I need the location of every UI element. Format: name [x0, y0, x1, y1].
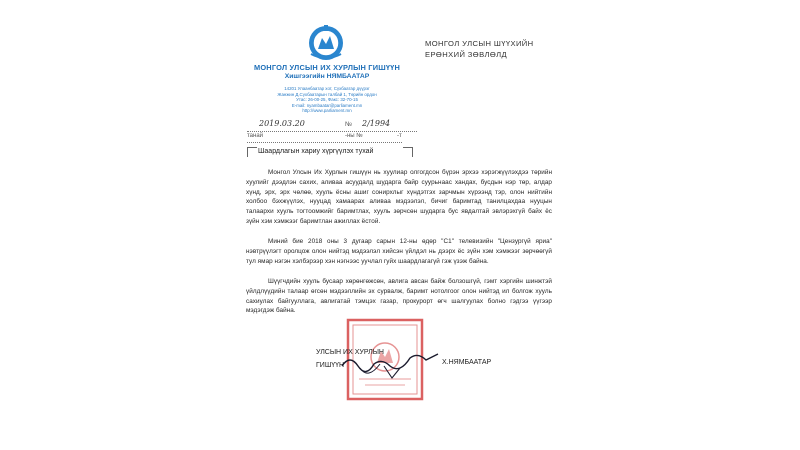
dotted-rule — [247, 131, 417, 132]
recipient-line: ЕРӨНХИЙ ЗӨВЛӨЛД — [425, 50, 508, 59]
letterhead — [238, 63, 416, 114]
paragraph-text: Миний бие 2018 оны 3 дугаар сарын 12-ны өдөр "С1" телевизийн "Цензургүй яриа" нэвтрүүлэгт оролцож олон нийтэд мэдээлэл хийсэн үйлдэл нь дээрх ёс зүйн хэм хэмжээг зөрчөөгүй тул ямар нэгэн хэлбэрээр хэн нэгнээс уучлал гуйх шаардлагагүй гэж үзэж байна. — [246, 238, 552, 265]
dotted-rule — [247, 142, 402, 143]
letter-number: 2/1994 — [362, 119, 391, 128]
address-line: Утас: 26-00-25, Факс: 32-70-15 — [296, 97, 358, 103]
recipient-block — [425, 38, 575, 60]
address-line: 14201 Улаанбаатар хот, Сүхбаатар дүүрэг — [284, 86, 370, 91]
letterhead-org: МОНГОЛ УЛСЫН ИХ ХУРЛЫН ГИШҮҮН — [254, 63, 400, 72]
tanai-suffix: -т — [397, 133, 402, 139]
signature-title-line: ГИШҮҮН — [316, 362, 345, 369]
address-line: Жанжин Д.Сүхбаатарын талбай 1, Төрийн ордон — [277, 91, 377, 97]
letterhead-person: Хишгээгийн НЯМБААТАР — [284, 73, 370, 80]
body-paragraph — [246, 237, 552, 266]
body-paragraph — [246, 168, 552, 227]
paragraph-text: Монгол Улсын Их Хурлын гишүүн нь хуулиар олгогдсон бүрэн эрхээ хэрэгжүүлэхдээ төрийн хуулийг дээдлэн сахих, аливаа асуудалд шударга байр суурьнаас хандах, бусдын нэр төр, алдар хүнд, эрх, эрх чөлөө, хууль ёсны ашиг сонирхлыг хүндэтгэх зарчмын хүрээнд тэр, олон нийтийн холбоо бэхжүүлэх, нууцад хамаарах аливаа мэдээлэл, бичиг баримтад танилцахдаа нууцын талаархи хууль тогтоомжийг баримтлах, хууль зөрчсөн шударга бус явдалтай эвлэрэхгүй байх ёс зүйн хэм хэмжээг баримтлан ажиллах ёстой. — [246, 169, 552, 225]
address-line: http://www.parliament.mn — [302, 108, 352, 114]
tanai-label: танай — [247, 133, 264, 139]
address-line: E-mail: nyambaatar@parliament.mn — [291, 102, 363, 108]
paragraph-text: Шүүгчдийн хууль бусаар хөрөнгөжсөн, авлига авсан байж болзошгүй, гэмт хэргийн шинжтэй үйлдлүүдийн талаар өгсөн мэдээллийн эх сурвалж, баримт нотолгоог олон нийтэд ил болгож хууль сахиулах байгууллага, авлигатай тэмцэх газар, прокурорт өгч шалгуулах болно гэдгээ үүгээр мэдэгдэж байна. — [246, 278, 552, 315]
signature-title-line: УЛСЫН ИХ ХУРЛЫН — [316, 349, 384, 356]
letter-date: 2019.03.20 — [259, 119, 305, 128]
subject-bracket-left — [247, 147, 257, 157]
number-label: № — [345, 121, 352, 128]
state-emblem-icon — [305, 22, 347, 62]
body-paragraph — [246, 277, 552, 316]
letterhead-address — [238, 86, 416, 114]
tanai-number-label: -ны № — [345, 133, 363, 139]
incoming-reference — [247, 133, 402, 145]
signatory-name: Х.НЯМБААТАР — [442, 359, 492, 366]
letter-subject: Шаардлагын хариу хүргүүлэх тухай — [258, 148, 374, 155]
recipient-line: МОНГОЛ УЛСЫН ШҮҮХИЙН — [425, 39, 534, 48]
outgoing-reference — [247, 120, 417, 132]
subject-bracket-right — [403, 147, 413, 157]
handwritten-signature-icon — [340, 344, 440, 384]
